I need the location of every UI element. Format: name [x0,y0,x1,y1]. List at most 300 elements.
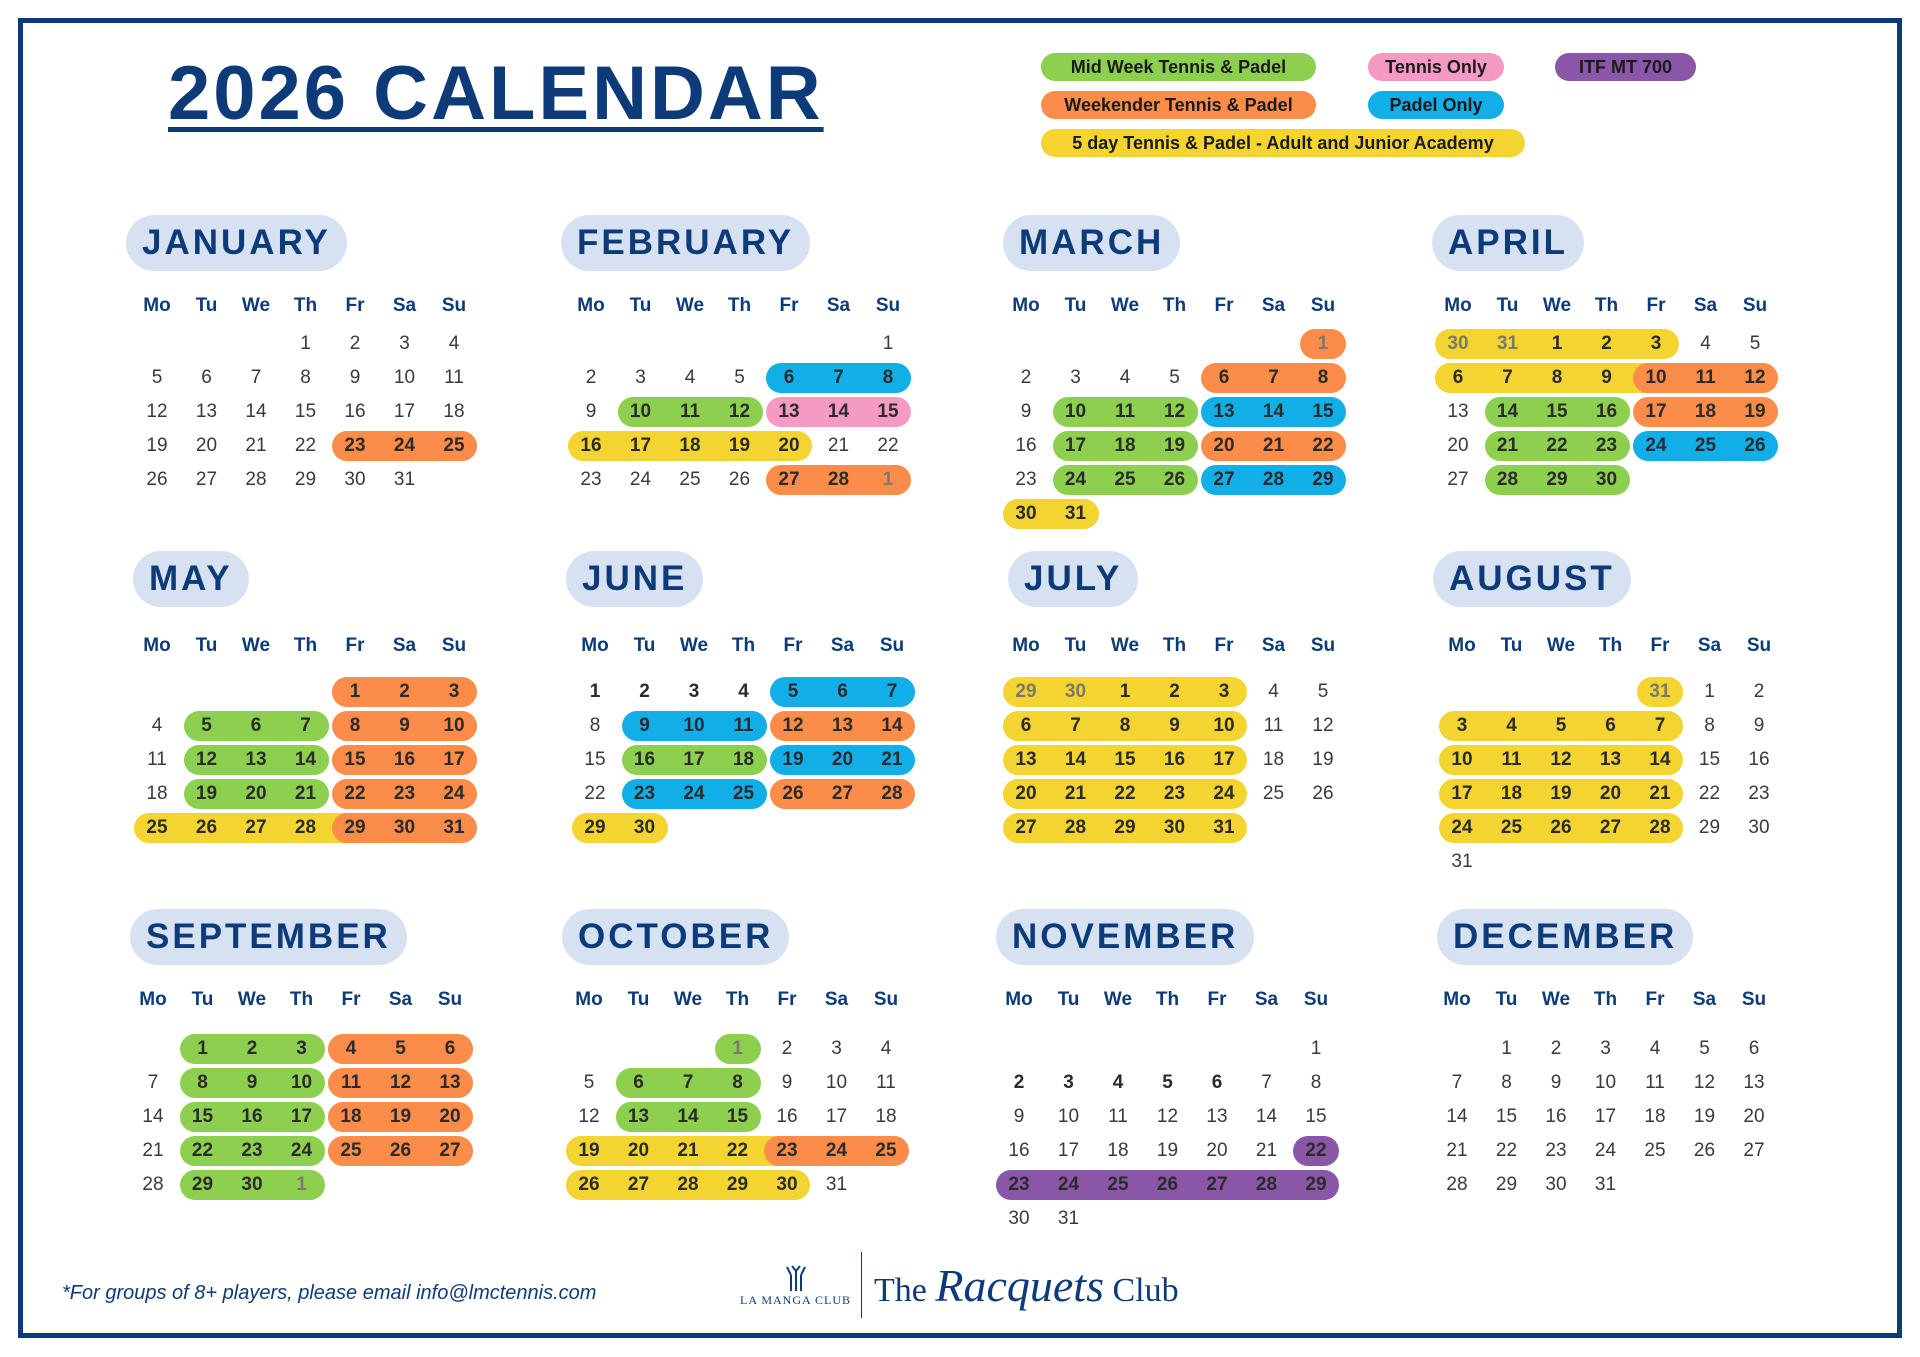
day-cell: 15 [1305,1106,1327,1127]
day-cell: 4 [1506,715,1517,736]
day-cell: 26 [1163,469,1186,490]
day-cell: 22 [1495,1140,1518,1161]
palm-icon [781,1263,811,1293]
weekday-header: We [675,295,705,316]
day-cell: 11 [733,715,754,736]
day-cell: 17 [825,1106,848,1127]
day-cell: 19 [1312,749,1334,770]
day-cell: 5 [151,367,163,388]
day-cell: 22 [877,435,899,456]
month-title: SEPTEMBER [130,909,407,965]
day-cell: 25 [1500,817,1523,838]
day-cell: 16 [1545,1106,1567,1127]
day-cell: 4 [448,333,460,354]
day-cell: 4 [1112,1072,1124,1093]
racquets-club-logo [740,1252,1179,1318]
day-cell: 9 [1550,1072,1562,1093]
weekday-header: Su [1742,295,1768,316]
day-cell: 3 [1456,715,1468,736]
weekday-header: Fr [1650,635,1670,656]
weekday-header: We [237,989,267,1010]
legend-blue: Padel Only [1368,91,1504,119]
day-cell: 28 [1262,469,1285,490]
day-cell: 12 [1163,401,1186,422]
month-april [1432,215,1872,545]
weekday-header: Su [875,295,901,316]
day-cell: 1 [1317,333,1329,354]
day-cell: 26 [1693,1140,1716,1161]
day-cell: 7 [1654,715,1666,736]
day-cell: 31 [1213,817,1235,838]
day-cell: 10 [1645,367,1667,388]
day-cell: 22 [584,783,606,804]
day-cell: 7 [886,681,898,702]
weekday-header: Tu [633,635,656,656]
day-cell: 30 [1748,817,1770,838]
weekday-header: Su [1310,295,1336,316]
day-cell: 17 [683,749,705,770]
day-cell: 28 [827,469,850,490]
day-cell: 27 [1206,1174,1228,1195]
day-cell: 2 [585,367,597,388]
day-cell: 8 [197,1072,208,1093]
weekday-header: Th [1162,295,1187,316]
month-title: OCTOBER [562,909,789,965]
day-cell: 14 [1262,401,1285,422]
day-cell: 23 [344,435,366,456]
day-cell: 29 [1312,469,1334,490]
day-cell: 28 [1446,1174,1468,1195]
day-cell: 18 [1107,1140,1129,1161]
day-cell: 20 [1213,435,1235,456]
day-cell: 19 [1744,401,1766,422]
month-november [996,909,1436,1239]
weekday-header: Mo [139,989,167,1010]
day-cell: 27 [627,1174,650,1195]
month-september [130,909,570,1239]
day-cell: 29 [1495,1174,1518,1195]
day-cell: 18 [443,401,465,422]
day-cell: 14 [677,1106,699,1127]
day-cell: 9 [399,715,410,736]
day-cell: 8 [589,715,601,736]
day-cell: 27 [439,1140,461,1161]
day-cell: 10 [629,401,652,422]
day-cell: 17 [1064,435,1087,456]
day-cell: 17 [443,749,465,770]
weekday-header: Fr [779,295,799,316]
day-cell: 13 [195,401,218,422]
weekday-header: Th [731,635,756,656]
day-cell: 28 [294,817,317,838]
day-cell: 27 [195,469,218,490]
day-cell: 10 [825,1072,848,1093]
day-cell: 31 [1451,851,1473,872]
day-cell: 4 [345,1038,357,1059]
day-cell: 25 [340,1140,362,1161]
weekday-header: We [241,295,271,316]
day-cell: 24 [1057,1174,1080,1195]
day-cell: 7 [1451,1072,1463,1093]
day-cell: 3 [448,681,460,702]
day-cell: 1 [1501,1038,1512,1059]
day-cell: 23 [1015,469,1037,490]
day-cell: 22 [1312,435,1334,456]
day-cell: 22 [1546,435,1568,456]
day-cell: 16 [344,401,366,422]
day-cell: 11 [1695,367,1716,388]
month-title: JUNE [566,551,703,607]
day-cell: 9 [585,401,597,422]
day-cell: 10 [1594,1072,1617,1093]
weekday-header: Sa [388,989,413,1010]
weekday-header: Fr [777,989,797,1010]
day-cell: 22 [1698,783,1721,804]
day-cell: 5 [734,367,745,388]
day-cell: 3 [1063,1072,1074,1093]
day-cell: 31 [1064,503,1087,524]
day-cell: 20 [831,749,854,770]
day-cell: 9 [1753,715,1765,736]
day-cell: 21 [294,783,317,804]
day-cell: 30 [1008,1208,1030,1229]
legend-yellow: 5 day Tennis & Padel - Adult and Junior Academy [1041,129,1525,157]
month-december [1437,909,1877,1239]
day-cell: 28 [1255,1174,1278,1195]
weekday-header: Mo [581,635,609,656]
day-cell: 6 [201,367,212,388]
day-cell: 26 [1156,1174,1179,1195]
day-cell: 13 [245,749,267,770]
month-title: MAY [133,551,249,607]
day-cell: 13 [627,1106,650,1127]
day-cell: 3 [831,1038,842,1059]
day-cell: 4 [1649,1038,1661,1059]
day-cell: 30 [344,469,366,490]
day-cell: 30 [241,1174,263,1195]
day-cell: 15 [726,1106,749,1127]
day-cell: 21 [142,1140,164,1161]
day-cell: 5 [1699,1038,1710,1059]
day-cell: 18 [340,1106,362,1127]
day-cell: 5 [395,1038,406,1059]
weekday-header: Tu [1500,635,1523,656]
day-cell: 12 [782,715,804,736]
day-cell: 5 [1162,1072,1173,1093]
day-cell: 8 [882,367,894,388]
day-cell: 28 [1649,817,1671,838]
day-cell: 17 [629,435,652,456]
day-cell: 8 [1119,715,1131,736]
day-cell: 28 [881,783,903,804]
day-cell: 29 [1305,1174,1327,1195]
day-cell: 2 [1601,333,1612,354]
day-cell: 4 [738,681,749,702]
day-cell: 15 [877,401,899,422]
day-cell: 1 [882,333,894,354]
day-cell: 19 [1163,435,1186,456]
weekday-header: We [241,635,271,656]
day-cell: 6 [444,1038,456,1059]
weekday-header: Sa [830,635,855,656]
day-cell: 26 [728,469,751,490]
day-cell: 29 [1015,681,1037,702]
legend-orange: Weekender Tennis & Padel [1041,91,1316,119]
day-cell: 20 [1015,783,1037,804]
day-cell: 9 [1013,1106,1025,1127]
day-cell: 6 [633,1072,644,1093]
day-cell: 11 [1108,1106,1128,1127]
day-cell: 20 [245,783,267,804]
day-cell: 18 [1500,783,1523,804]
day-cell: 24 [1594,1140,1617,1161]
weekday-header: Th [289,989,314,1010]
weekday-header: Fr [1214,295,1234,316]
day-cell: 22 [1114,783,1136,804]
day-cell: 24 [1064,469,1087,490]
day-cell: 12 [389,1072,412,1093]
weekday-header: Tu [195,635,218,656]
weekday-header: Fr [345,635,365,656]
day-cell: 28 [1496,469,1519,490]
day-cell: 1 [1704,681,1715,702]
weekday-header: Mo [1012,295,1040,316]
day-cell: 2 [1550,1038,1562,1059]
day-cell: 16 [776,1106,798,1127]
weekday-header: Tu [1057,989,1080,1010]
day-cell: 16 [241,1106,263,1127]
day-cell: 18 [146,783,168,804]
day-cell: 25 [1694,435,1717,456]
weekday-header: Sa [1254,989,1279,1010]
day-cell: 5 [1317,681,1329,702]
day-cell: 17 [1594,1106,1617,1127]
day-cell: 26 [1312,783,1334,804]
day-cell: 1 [296,1174,307,1195]
day-cell: 16 [393,749,416,770]
day-cell: 14 [294,749,317,770]
month-title: FEBRUARY [561,215,810,271]
day-cell: 12 [1312,715,1334,736]
day-cell: 14 [245,401,267,422]
day-cell: 21 [1649,783,1671,804]
weekday-header: Fr [1645,989,1665,1010]
weekday-header: Su [1310,635,1336,656]
day-cell: 1 [1119,681,1131,702]
day-cell: 9 [246,1072,258,1093]
weekday-header: We [1541,989,1571,1010]
weekday-header: Sa [392,635,417,656]
day-cell: 27 [1213,469,1235,490]
weekday-header: Su [879,635,905,656]
day-cell: 8 [1551,367,1563,388]
day-cell: 23 [1545,1140,1567,1161]
month-title: AUGUST [1433,551,1631,607]
day-cell: 19 [1156,1140,1179,1161]
weekday-header: Su [1746,635,1772,656]
weekday-header: Mo [1012,635,1040,656]
weekday-header: We [1110,635,1140,656]
day-cell: 23 [1595,435,1618,456]
day-cell: 29 [726,1174,749,1195]
day-cell: 17 [1451,783,1473,804]
month-july [1008,551,1448,881]
day-cell: 3 [1218,681,1230,702]
weekday-header: Sa [1697,635,1722,656]
day-cell: 29 [1114,817,1136,838]
day-cell: 30 [1163,817,1186,838]
day-cell: 25 [1107,1174,1129,1195]
day-cell: 29 [584,817,606,838]
month-title: NOVEMBER [996,909,1254,965]
day-cell: 19 [1550,783,1572,804]
weekday-header: Su [1741,989,1767,1010]
day-cell: 21 [245,435,267,456]
day-cell: 1 [732,1038,743,1059]
day-cell: 7 [1268,367,1279,388]
day-cell: 27 [245,817,267,838]
weekday-header: We [1542,295,1572,316]
day-cell: 4 [684,367,696,388]
day-cell: 3 [1070,367,1081,388]
day-cell: 7 [682,1072,694,1093]
day-cell: 15 [1546,401,1568,422]
day-cell: 17 [1645,401,1667,422]
day-cell: 14 [827,401,850,422]
day-cell: 10 [393,367,416,388]
day-cell: 13 [1599,749,1622,770]
day-cell: 26 [195,817,218,838]
day-cell: 4 [151,715,163,736]
day-cell: 15 [584,749,606,770]
day-cell: 12 [1744,367,1766,388]
day-cell: 15 [1114,749,1136,770]
day-cell: 19 [578,1140,600,1161]
month-august [1433,551,1873,881]
day-cell: 17 [290,1106,313,1127]
la-manga-club-logo [740,1252,862,1318]
day-cell: 7 [300,715,311,736]
day-cell: 31 [1594,1174,1617,1195]
weekday-header: Th [1162,635,1187,656]
day-cell: 14 [1255,1106,1278,1127]
day-cell: 29 [1546,469,1568,490]
day-cell: 9 [1601,367,1612,388]
day-cell: 21 [1064,783,1087,804]
weekday-header: Sa [826,295,851,316]
day-cell: 11 [444,367,464,388]
weekday-header: Th [1155,989,1180,1010]
day-cell: 7 [833,367,844,388]
day-cell: 9 [639,715,650,736]
weekday-header: Mo [577,295,605,316]
day-cell: 16 [1008,1140,1030,1161]
day-cell: 14 [881,715,903,736]
day-cell: 2 [246,1038,258,1059]
weekday-header: Tu [191,989,214,1010]
day-cell: 2 [1753,681,1765,702]
weekday-header: Sa [824,989,849,1010]
weekday-header: We [1110,295,1140,316]
month-october [562,909,1002,1239]
day-cell: 13 [1213,401,1235,422]
day-cell: 16 [1163,749,1186,770]
day-cell: 20 [1599,783,1622,804]
day-cell: 25 [732,783,755,804]
day-cell: 5 [1169,367,1180,388]
day-cell: 14 [1064,749,1087,770]
day-cell: 8 [1704,715,1715,736]
brand-name [862,1259,1179,1312]
day-cell: 1 [300,333,311,354]
day-cell: 19 [146,435,168,456]
day-cell: 19 [1693,1106,1716,1127]
day-cell: 14 [1649,749,1671,770]
day-cell: 11 [340,1072,362,1093]
day-cell: 5 [583,1072,595,1093]
weekday-header: Tu [1064,635,1087,656]
day-cell: 15 [344,749,366,770]
day-cell: 20 [1206,1140,1228,1161]
day-cell: 1 [882,469,894,490]
day-cell: 16 [580,435,602,456]
day-cell: 11 [147,749,167,770]
day-cell: 1 [1310,1038,1322,1059]
legend-purple: ITF MT 700 [1555,53,1696,81]
weekday-header: Th [1593,989,1618,1010]
day-cell: 11 [876,1072,896,1093]
day-cell: 12 [146,401,168,422]
day-cell: 16 [1015,435,1037,456]
day-cell: 11 [1501,749,1522,770]
day-cell: 2 [781,1038,793,1059]
day-cell: 6 [783,367,795,388]
day-cell: 22 [344,783,366,804]
day-cell: 11 [1263,715,1284,736]
day-cell: 27 [1015,817,1037,838]
day-cell: 25 [146,817,168,838]
day-cell: 27 [778,469,800,490]
day-cell: 1 [589,681,601,702]
day-cell: 29 [191,1174,214,1195]
day-cell: 8 [1317,367,1329,388]
weekday-header: Su [437,989,463,1010]
day-cell: 9 [1169,715,1180,736]
day-cell: 8 [1501,1072,1512,1093]
day-cell: 3 [688,681,700,702]
day-cell: 18 [1114,435,1136,456]
day-cell: 31 [1649,681,1671,702]
day-cell: 21 [1496,435,1519,456]
day-cell: 31 [1496,333,1519,354]
weekday-header: Su [441,635,467,656]
weekday-header: Mo [143,295,171,316]
day-cell: 10 [683,715,705,736]
day-cell: 3 [296,1038,307,1059]
day-cell: 10 [1064,401,1087,422]
day-cell: 11 [1645,1072,1665,1093]
day-cell: 18 [1644,1106,1666,1127]
day-cell: 18 [1694,401,1717,422]
day-cell: 24 [290,1140,313,1161]
weekday-header: Fr [341,989,361,1010]
day-cell: 14 [1496,401,1519,422]
day-cell: 28 [142,1174,164,1195]
day-cell: 25 [1262,783,1285,804]
weekday-header: Mo [1444,295,1472,316]
weekday-header: We [673,989,703,1010]
day-cell: 10 [1213,715,1235,736]
